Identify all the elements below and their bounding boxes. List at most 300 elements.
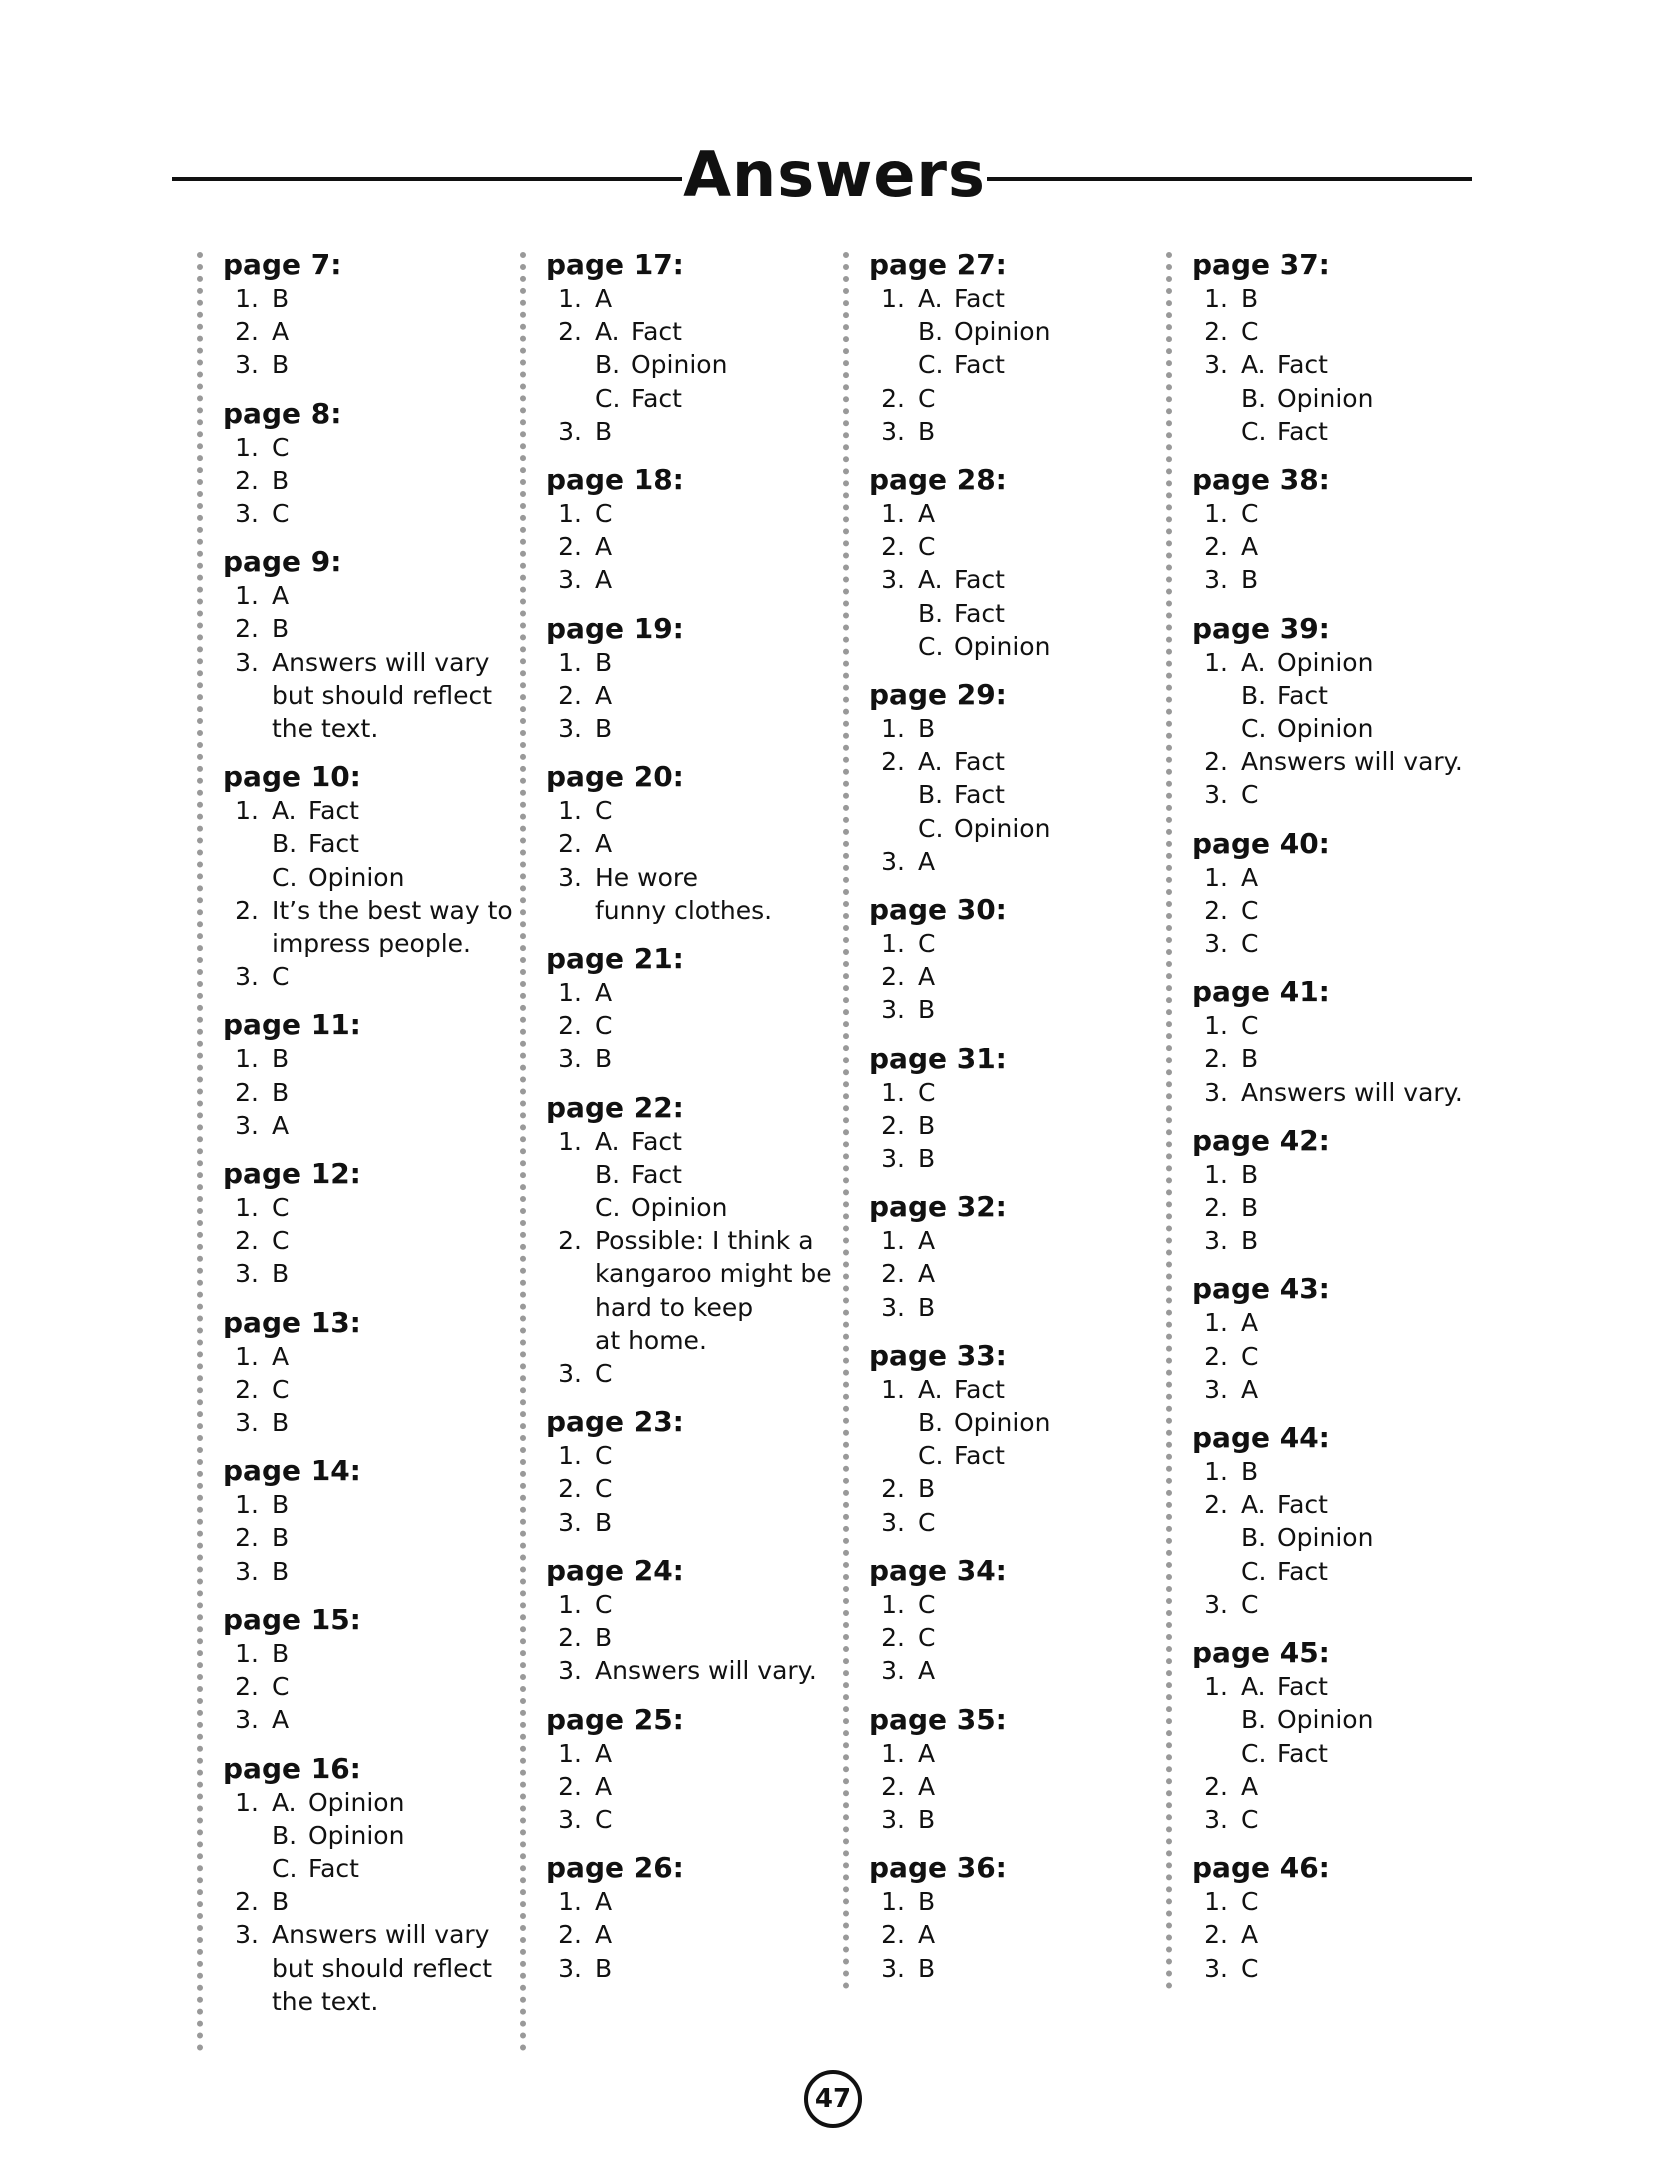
answer-section (546, 942, 846, 1076)
answer-text: B (918, 1804, 936, 1834)
section-page-label: page 19: (546, 611, 684, 645)
answer-row (869, 1737, 1169, 1770)
answer-row (1192, 1521, 1492, 1554)
answer-text: B (272, 1408, 290, 1438)
question-number: 3. (1204, 1589, 1228, 1619)
section-page-label: page 30: (869, 893, 1007, 927)
section-page-label: page 45: (1192, 1636, 1330, 1670)
answer-row (223, 1109, 523, 1142)
answer-row (1192, 1373, 1492, 1406)
answer-text: A (1241, 862, 1259, 892)
answer-row (1192, 1340, 1492, 1373)
answer-row (223, 1224, 523, 1257)
question-number: 3. (881, 565, 905, 595)
answer-text: B (272, 1638, 290, 1668)
answer-row (869, 1439, 1169, 1472)
answer-text: C (918, 1623, 936, 1653)
answer-row (1192, 315, 1492, 348)
answer-row (869, 1506, 1169, 1539)
answer-row (223, 960, 523, 993)
sub-letter: C. (1241, 1738, 1267, 1768)
section-page-label: page 32: (869, 1190, 1007, 1224)
question-number: 3. (558, 1507, 582, 1537)
sub-letter: A. (1241, 647, 1266, 677)
answer-text: B (595, 1044, 613, 1074)
question-number: 3. (881, 416, 905, 446)
answer-text: B (595, 1623, 613, 1653)
answer-text: B (1241, 1044, 1259, 1074)
answer-section (1192, 463, 1492, 597)
answer-row (223, 1985, 523, 2018)
answer-column-4 (1192, 248, 1492, 2000)
answer-text: hard to keep (595, 1292, 754, 1322)
answer-row (1192, 497, 1492, 530)
question-number: 1. (881, 1374, 905, 1404)
answer-row (546, 1042, 846, 1075)
question-number: 3. (235, 1920, 259, 1950)
answer-text: B (918, 714, 936, 744)
answer-text: C (272, 432, 290, 462)
answer-row (223, 861, 523, 894)
answer-text: A (918, 1656, 936, 1686)
answer-text: B (272, 1556, 290, 1586)
answer-row (869, 497, 1169, 530)
sub-letter: A. (595, 1126, 620, 1156)
answer-text: C (272, 499, 290, 529)
question-number: 3. (1204, 565, 1228, 595)
answer-text: A (918, 846, 936, 876)
answer-section (869, 893, 1169, 1027)
sub-letter: A. (272, 796, 297, 826)
answer-section (223, 1306, 523, 1440)
answer-text: Fact (954, 1374, 1005, 1404)
answer-row (869, 630, 1169, 663)
question-number: 3. (558, 1953, 582, 1983)
answer-text: Fact (1277, 1672, 1328, 1702)
sub-letter: C. (1241, 1556, 1267, 1586)
sub-letter: C. (1241, 714, 1267, 744)
question-number: 1. (235, 1044, 259, 1074)
answer-section (546, 1554, 846, 1688)
question-number: 3. (1204, 1804, 1228, 1834)
answer-row (869, 1770, 1169, 1803)
section-page-label: page 15: (223, 1602, 361, 1636)
section-page-label: page 10: (223, 760, 361, 794)
question-number: 1. (1204, 647, 1228, 677)
answer-text: B (1241, 565, 1259, 595)
question-number: 2. (235, 1672, 259, 1702)
question-number: 1. (881, 1077, 905, 1107)
answer-row (1192, 530, 1492, 563)
question-number: 2. (1204, 1044, 1228, 1074)
answer-row (546, 976, 846, 1009)
header-rule-right (987, 177, 1472, 181)
answer-text: A (272, 1705, 290, 1735)
answer-text: A (595, 680, 613, 710)
section-page-label: page 31: (869, 1041, 1007, 1075)
answer-text: B (1241, 284, 1259, 313)
answer-text: Fact (954, 747, 1005, 777)
answer-text: C (1241, 1011, 1259, 1041)
answer-text: A (1241, 1920, 1259, 1950)
answer-row (546, 1918, 846, 1951)
question-number: 2. (235, 895, 259, 925)
answer-text: B (272, 614, 290, 644)
section-page-label: page 41: (1192, 975, 1330, 1009)
answer-section (1192, 248, 1492, 448)
answer-row (869, 1373, 1169, 1406)
sub-letter: A. (918, 1374, 943, 1404)
answer-row (223, 1852, 523, 1885)
answer-text: C (1241, 780, 1259, 810)
answer-text: A (918, 499, 936, 529)
question-number: 2. (235, 1523, 259, 1553)
answer-section (223, 248, 523, 382)
answer-text: Opinion (954, 317, 1051, 347)
answer-text: He wore (595, 862, 698, 892)
answer-row (1192, 1770, 1492, 1803)
answer-row (869, 1142, 1169, 1175)
answer-text: B (272, 284, 290, 313)
question-number: 3. (881, 846, 905, 876)
question-number: 1. (1204, 1011, 1228, 1041)
answer-text: C (272, 1193, 290, 1223)
question-number: 1. (881, 1589, 905, 1619)
answer-text: Fact (1277, 416, 1328, 446)
section-page-label: page 37: (1192, 248, 1330, 281)
answer-row (223, 1257, 523, 1290)
answer-section (223, 1752, 523, 2018)
question-number: 3. (235, 499, 259, 529)
question-number: 2. (558, 317, 582, 347)
answer-text: Opinion (954, 1408, 1051, 1438)
question-number: 2. (1204, 747, 1228, 777)
section-page-label: page 46: (1192, 1851, 1330, 1885)
answer-text: B (272, 1044, 290, 1074)
question-number: 3. (1204, 1953, 1228, 1983)
answer-row (546, 827, 846, 860)
answer-text: C (918, 929, 936, 959)
answer-column-1 (223, 248, 523, 2033)
answer-row (546, 646, 846, 679)
section-page-label: page 17: (546, 248, 684, 281)
question-number: 2. (1204, 1341, 1228, 1371)
sub-letter: A. (1241, 1490, 1266, 1520)
answer-row (869, 1918, 1169, 1951)
answer-row (869, 1109, 1169, 1142)
question-number: 1. (881, 284, 905, 313)
answer-section (1192, 827, 1492, 961)
section-page-label: page 22: (546, 1090, 684, 1124)
question-number: 1. (881, 929, 905, 959)
sub-letter: B. (1241, 680, 1267, 710)
question-number: 3. (881, 1804, 905, 1834)
answer-row (546, 679, 846, 712)
answer-text: Fact (954, 565, 1005, 595)
answer-text: A (1241, 1771, 1259, 1801)
answer-text: Opinion (1277, 383, 1374, 413)
answer-section (223, 545, 523, 745)
answer-row (546, 315, 846, 348)
answer-text: Fact (631, 1159, 682, 1189)
answer-text: A (1241, 1374, 1259, 1404)
answer-section (1192, 612, 1492, 812)
answer-row (546, 1885, 846, 1918)
question-number: 1. (235, 796, 259, 826)
question-number: 3. (558, 1359, 582, 1389)
answer-text: A (595, 978, 613, 1008)
answer-text: C (1241, 1341, 1259, 1371)
answer-row (869, 315, 1169, 348)
question-number: 3. (235, 1705, 259, 1735)
question-number: 2. (881, 1110, 905, 1140)
answer-text: C (918, 1507, 936, 1537)
question-number: 3. (1204, 350, 1228, 380)
answer-text: B (918, 1110, 936, 1140)
question-number: 1. (235, 1490, 259, 1520)
answer-text: B (272, 1887, 290, 1917)
question-number: 3. (881, 1656, 905, 1686)
answer-row (546, 415, 846, 448)
answer-row (223, 464, 523, 497)
answer-section (223, 1603, 523, 1737)
question-number: 2. (881, 1920, 905, 1950)
section-page-label: page 44: (1192, 1421, 1330, 1455)
answer-row (223, 1488, 523, 1521)
answer-row (1192, 745, 1492, 778)
page-title: Answers (683, 138, 986, 211)
answer-text: A (595, 284, 613, 313)
sub-letter: A. (918, 747, 943, 777)
answer-text: Fact (1277, 350, 1328, 380)
answer-text: C (272, 962, 290, 992)
answer-row (1192, 894, 1492, 927)
question-number: 1. (881, 714, 905, 744)
answer-row (869, 1406, 1169, 1439)
question-number: 2. (1204, 1920, 1228, 1950)
question-number: 3. (235, 350, 259, 380)
question-number: 3. (1204, 780, 1228, 810)
answer-text: B (918, 1953, 936, 1983)
question-number: 1. (558, 1887, 582, 1917)
section-page-label: page 28: (869, 463, 1007, 497)
question-number: 2. (558, 1226, 582, 1256)
answer-row (1192, 1885, 1492, 1918)
answer-text: A (595, 532, 613, 562)
answer-text: the text. (272, 1986, 379, 2016)
section-page-label: page 39: (1192, 611, 1330, 645)
question-number: 3. (558, 1044, 582, 1074)
question-number: 2. (881, 1474, 905, 1504)
question-number: 1. (881, 499, 905, 529)
answer-text: C (1241, 1953, 1259, 1983)
answer-row (223, 282, 523, 315)
answer-row (1192, 1555, 1492, 1588)
answer-column-2 (546, 248, 846, 2000)
answer-text: B (918, 1292, 936, 1322)
answer-row (546, 1654, 846, 1687)
answer-row (869, 960, 1169, 993)
answer-row (869, 927, 1169, 960)
answer-text: B (272, 1490, 290, 1520)
question-number: 2. (1204, 895, 1228, 925)
answer-row (869, 415, 1169, 448)
question-number: 2. (1204, 1771, 1228, 1801)
answer-row (869, 1224, 1169, 1257)
sub-letter: B. (918, 1408, 944, 1438)
answer-text: B (595, 1953, 613, 1983)
column-divider (197, 252, 203, 2052)
answer-section (869, 1703, 1169, 1837)
question-number: 1. (1204, 1308, 1228, 1338)
header-rule-left (172, 177, 682, 181)
answer-text: Opinion (954, 813, 1051, 843)
section-page-label: page 21: (546, 942, 684, 976)
question-number: 2. (1204, 1193, 1228, 1223)
section-page-label: page 29: (869, 678, 1007, 712)
section-page-label: page 42: (1192, 1123, 1330, 1157)
answer-row (869, 712, 1169, 745)
question-number: 1. (1204, 862, 1228, 892)
question-number: 1. (235, 432, 259, 462)
answer-text: Fact (954, 1441, 1005, 1471)
column-divider (843, 252, 849, 1990)
answer-section (1192, 1124, 1492, 1258)
section-page-label: page 26: (546, 1851, 684, 1885)
question-number: 3. (235, 1556, 259, 1586)
answer-row (223, 1191, 523, 1224)
answer-row (223, 1555, 523, 1588)
question-number: 1. (558, 1738, 582, 1768)
answer-text: A (1241, 1308, 1259, 1338)
answer-text: Opinion (631, 350, 728, 380)
answer-text: Answers will vary. (595, 1656, 817, 1686)
answer-row (869, 597, 1169, 630)
question-number: 3. (235, 1408, 259, 1438)
answer-row (869, 1654, 1169, 1687)
question-number: 3. (235, 1110, 259, 1140)
sub-letter: B. (595, 350, 621, 380)
answer-section (223, 1008, 523, 1142)
answer-text: B (918, 1887, 936, 1917)
question-number: 2. (881, 1259, 905, 1289)
answer-row (1192, 1455, 1492, 1488)
question-number: 1. (235, 1193, 259, 1223)
answer-text: C (1241, 1589, 1259, 1619)
sub-letter: C. (918, 350, 944, 380)
question-number: 2. (558, 829, 582, 859)
answer-row (1192, 1588, 1492, 1621)
question-number: 3. (1204, 929, 1228, 959)
sub-letter: C. (918, 631, 944, 661)
answer-row (1192, 1158, 1492, 1191)
question-number: 3. (1204, 1374, 1228, 1404)
sub-letter: C. (272, 1853, 298, 1883)
answer-text: C (1241, 1887, 1259, 1917)
answer-row (1192, 1670, 1492, 1703)
section-page-label: page 33: (869, 1338, 1007, 1372)
answer-row (1192, 1191, 1492, 1224)
question-number: 2. (881, 383, 905, 413)
answer-text: Fact (631, 383, 682, 413)
question-number: 2. (1204, 317, 1228, 347)
answer-text: Opinion (1277, 1523, 1374, 1553)
sub-letter: B. (595, 1159, 621, 1189)
section-page-label: page 7: (223, 248, 342, 281)
section-page-label: page 13: (223, 1305, 361, 1339)
answer-row (546, 1257, 846, 1290)
answer-row (546, 1224, 846, 1257)
column-divider (1166, 252, 1172, 1990)
answer-row (223, 646, 523, 679)
answer-section (869, 678, 1169, 878)
question-number: 1. (235, 284, 259, 313)
answer-section (869, 1190, 1169, 1324)
question-number: 3. (881, 995, 905, 1025)
answer-text: Opinion (1277, 647, 1374, 677)
answer-row (1192, 1306, 1492, 1339)
answer-row (869, 1076, 1169, 1109)
answer-section (869, 248, 1169, 448)
answer-text: Fact (308, 829, 359, 859)
answer-text: B (918, 995, 936, 1025)
question-number: 1. (1204, 1159, 1228, 1189)
answer-text: C (272, 1226, 290, 1256)
answer-row (223, 1406, 523, 1439)
answer-row (546, 497, 846, 530)
answer-text: C (595, 1011, 613, 1041)
answer-section (546, 248, 846, 448)
answer-text: A (918, 1226, 936, 1256)
answer-text: Answers will vary. (1241, 747, 1463, 777)
answer-row (223, 315, 523, 348)
question-number: 3. (881, 1292, 905, 1322)
answer-text: B (595, 647, 613, 677)
answer-text: A (918, 962, 936, 992)
answer-row (1192, 1703, 1492, 1736)
answer-row (1192, 1042, 1492, 1075)
answer-row (546, 712, 846, 745)
question-number: 2. (558, 1920, 582, 1950)
sub-letter: A. (1241, 1672, 1266, 1702)
section-page-label: page 12: (223, 1157, 361, 1191)
answer-text: B (272, 1259, 290, 1289)
section-page-label: page 24: (546, 1553, 684, 1587)
answer-text: C (595, 1441, 613, 1471)
section-page-label: page 36: (869, 1851, 1007, 1885)
answer-text: B (918, 1474, 936, 1504)
answer-section (869, 1554, 1169, 1688)
answer-text: funny clothes. (595, 895, 773, 925)
answer-text: Opinion (308, 862, 405, 892)
sub-letter: B. (1241, 1705, 1267, 1735)
question-number: 1. (235, 581, 259, 611)
answer-text: C (272, 1672, 290, 1702)
answer-row (1192, 415, 1492, 448)
question-number: 1. (881, 1887, 905, 1917)
question-number: 1. (235, 1638, 259, 1668)
answer-text: Fact (954, 350, 1005, 380)
answer-text: A (918, 1771, 936, 1801)
question-number: 2. (558, 680, 582, 710)
question-number: 1. (1204, 284, 1228, 313)
answer-row (546, 1125, 846, 1158)
question-number: 3. (1204, 1077, 1228, 1107)
answer-text: C (595, 1359, 613, 1389)
question-number: 2. (881, 962, 905, 992)
answer-text: A (918, 1259, 936, 1289)
question-number: 1. (1204, 1672, 1228, 1702)
